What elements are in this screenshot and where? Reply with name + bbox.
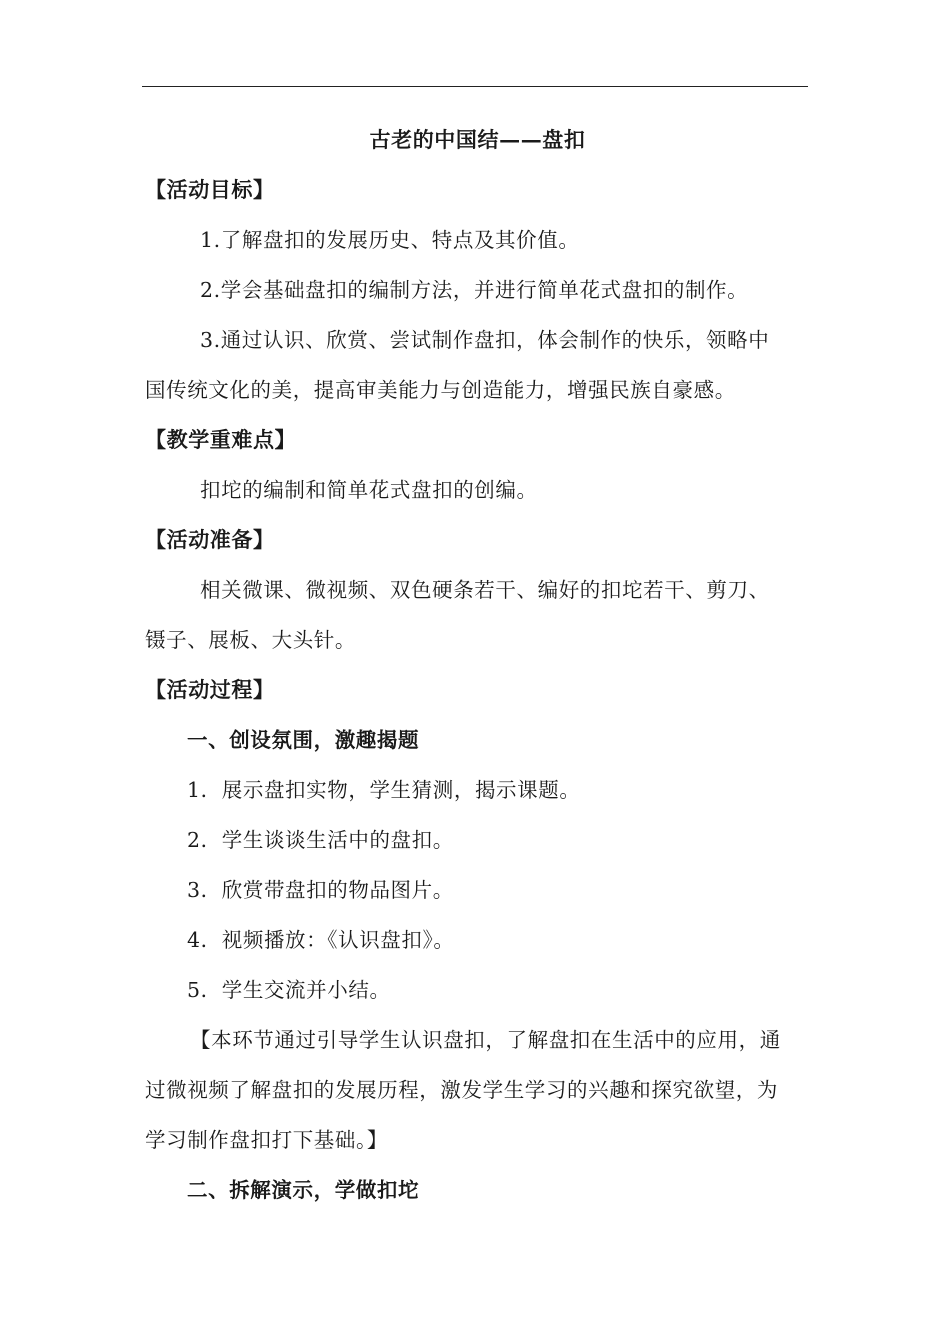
- process-heading: 【活动过程】: [145, 677, 275, 702]
- section1-heading: 一、创设氛围，激趣揭题: [187, 728, 420, 752]
- objective-item: 2.学会基础盘扣的编制方法，并进行简单花式盘扣的制作。: [200, 278, 749, 302]
- header-rule: [142, 86, 808, 87]
- process-step: 3．欣赏带盘扣的物品图片。: [187, 878, 454, 902]
- key-points-text: 扣坨的编制和简单花式盘扣的创编。: [200, 478, 538, 502]
- preparation-text-continuation: 镊子、展板、大头针。: [145, 628, 356, 652]
- section1-note-continuation: 学习制作盘扣打下基础。】: [145, 1128, 388, 1152]
- process-step: 2．学生谈谈生活中的盘扣。: [187, 828, 454, 852]
- section2-heading: 二、拆解演示，学做扣坨: [187, 1178, 420, 1202]
- document-body: [145, 115, 810, 1215]
- process-step: 4．视频播放：《认识盘扣》。: [187, 928, 455, 952]
- preparation-heading: 【活动准备】: [145, 527, 275, 552]
- objective-item-continuation: 国传统文化的美，提高审美能力与创造能力，增强民族自豪感。: [145, 378, 736, 402]
- objectives-heading: 【活动目标】: [145, 177, 275, 202]
- document-title: 古老的中国结——盘扣: [369, 127, 586, 152]
- process-step: 5．学生交流并小结。: [187, 978, 391, 1002]
- objective-item: 3.通过认识、欣赏、尝试制作盘扣，体会制作的快乐，领略中: [200, 328, 770, 352]
- key-points-heading: 【教学重难点】: [145, 427, 297, 452]
- preparation-text: 相关微课、微视频、双色硬条若干、编好的扣坨若干、剪刀、: [200, 578, 770, 602]
- section1-note: 【本环节通过引导学生认识盘扣，了解盘扣在生活中的应用，通: [190, 1028, 781, 1052]
- process-step: 1．展示盘扣实物，学生猜测，揭示课题。: [187, 778, 581, 802]
- section1-note-continuation: 过微视频了解盘扣的发展历程，激发学生学习的兴趣和探究欲望，为: [145, 1078, 778, 1102]
- objective-item: 1.了解盘扣的发展历史、特点及其价值。: [200, 228, 580, 252]
